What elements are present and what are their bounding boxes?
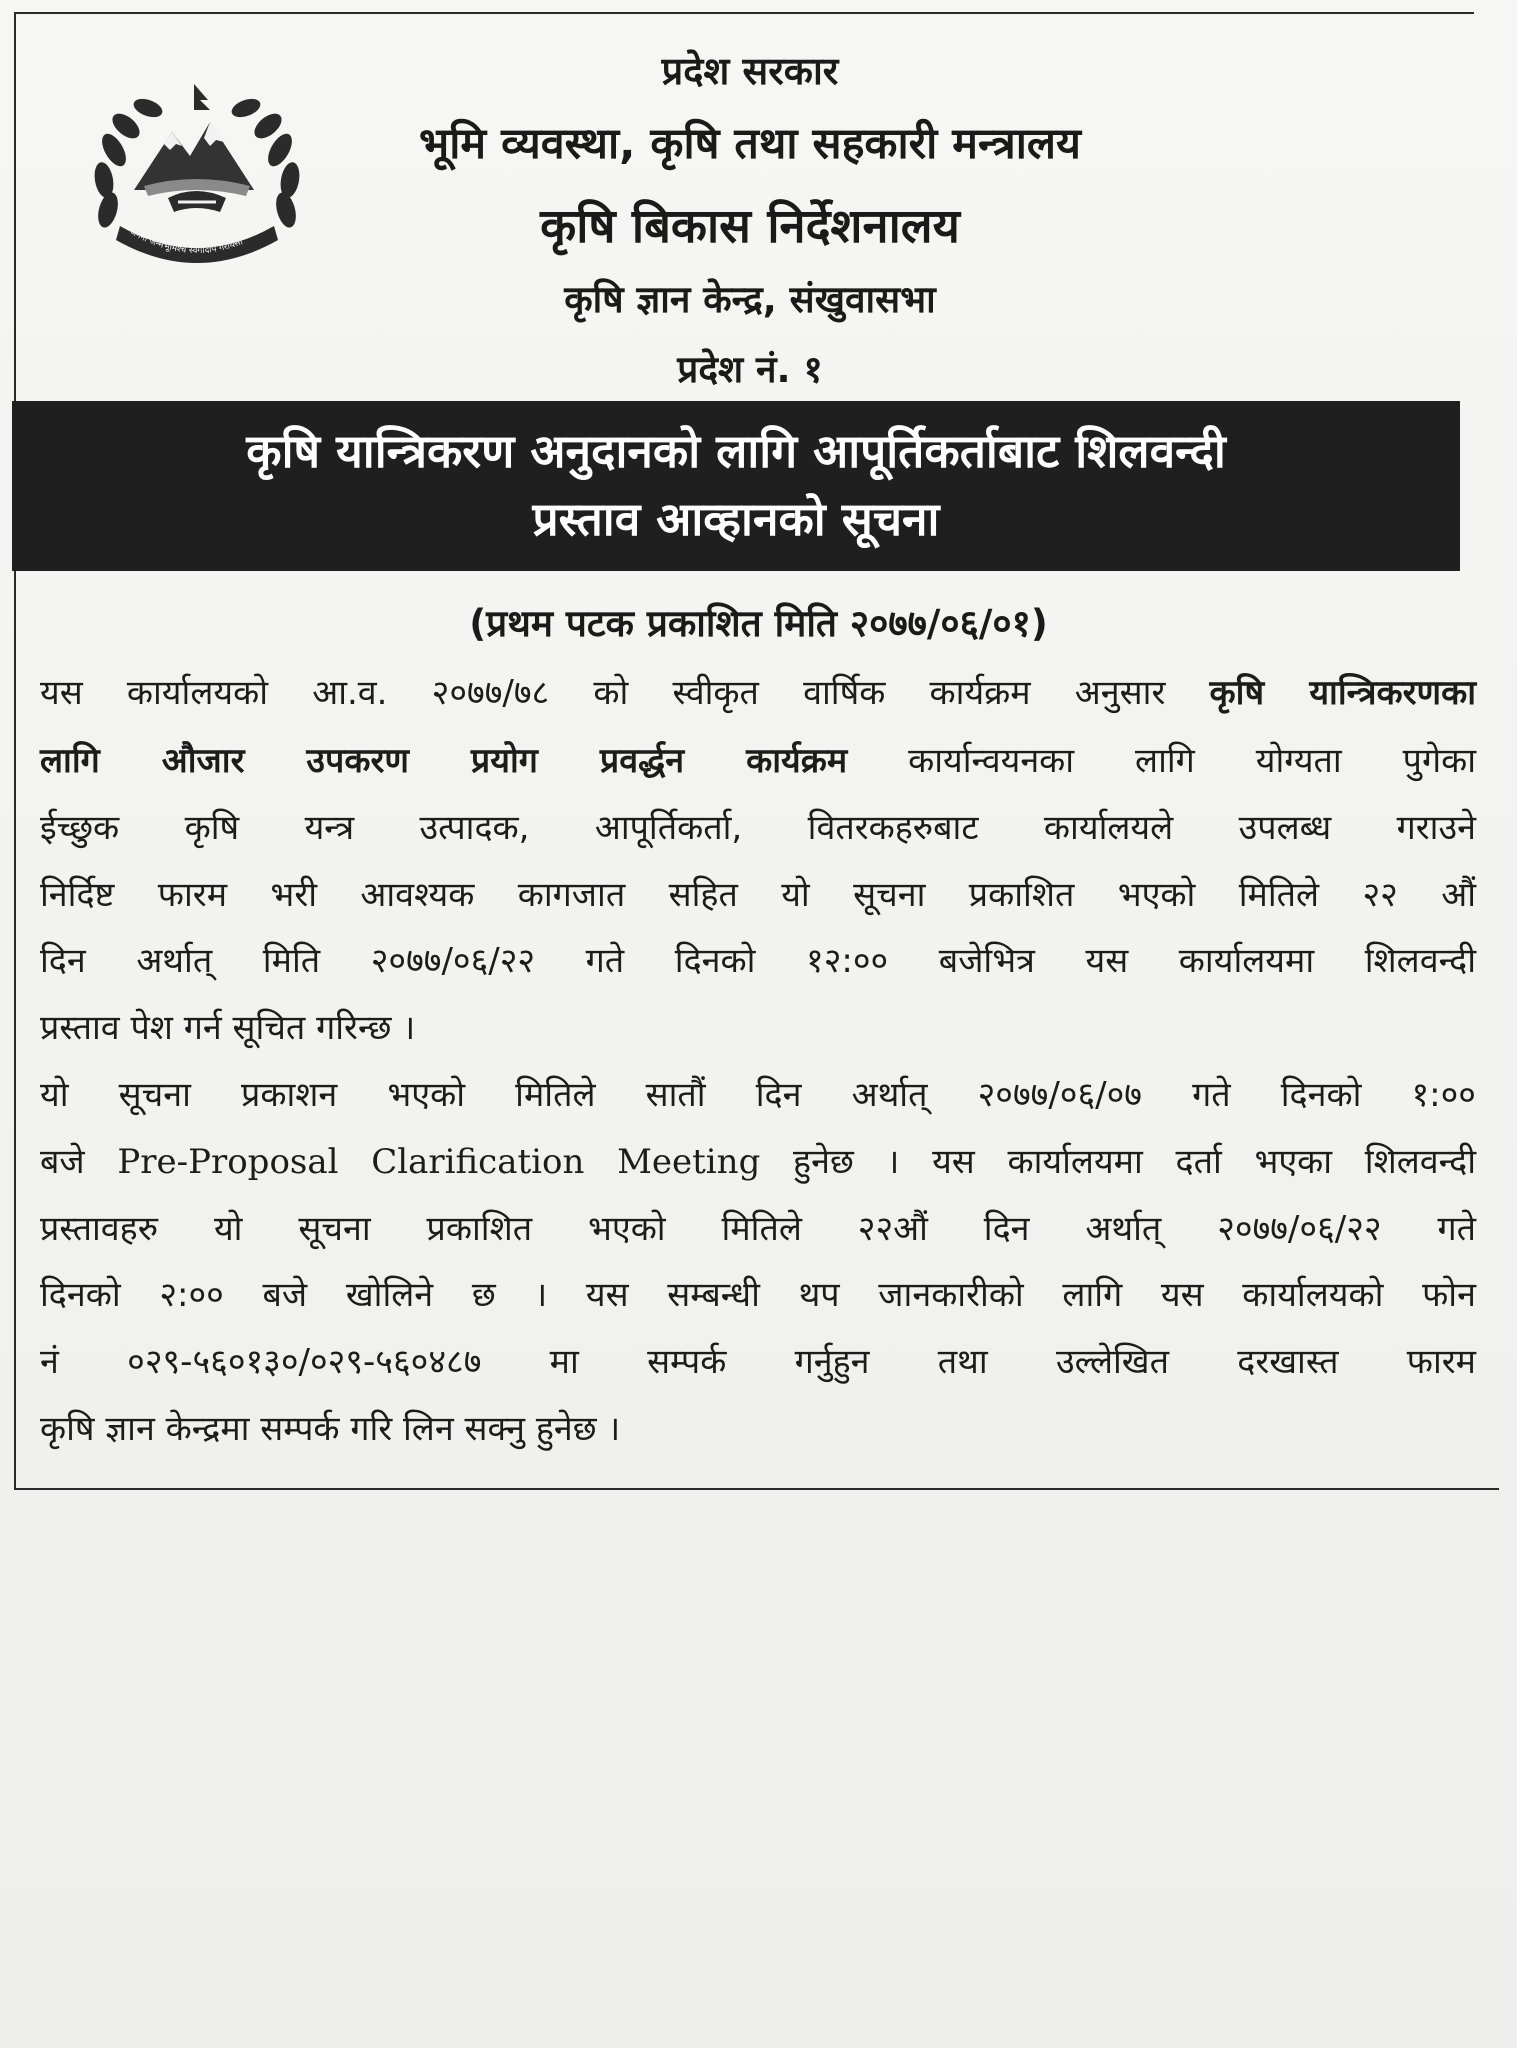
body-line-5: दिन अर्थात् मिति २०७७/०६/२२ गते दिनको १२:०० बजेभित्र यस कार्यालयमा शिलवन्दी — [40, 941, 1476, 981]
body-line-10: दिनको २:०० बजे खोलिने छ । यस सम्बन्धी थप जानकारीको लागि यस कार्यालयको फोन — [40, 1275, 1476, 1315]
nepal-emblem-icon — [86, 80, 308, 276]
body-line-4: निर्दिष्ट फारम भरी आवश्यक कागजात सहित यो सूचना प्रकाशित भएको मितिले २२ औं — [40, 875, 1476, 915]
notice-title-banner — [12, 401, 1460, 571]
body-line-2 — [40, 736, 1476, 782]
body-line-3: ईच्छुक कृषि यन्त्र उत्पादक, आपूर्तिकर्ता, वितरकहरुबाट कार्यालयले उपलब्ध गराउने — [40, 808, 1476, 848]
body-line-1 — [40, 668, 1476, 714]
page-bottom-rule — [14, 1488, 1499, 1490]
header-ministry: भूमि व्यवस्था, कृषि तथा सहकारी मन्त्रालय — [419, 119, 1081, 169]
body-line-8-text-a: बजे — [40, 1142, 118, 1182]
header-office: कृषि ज्ञान केन्द्र, संखुवासभा — [564, 278, 936, 321]
body-line-12: कृषि ज्ञान केन्द्रमा सम्पर्क गरि लिन सक्नु हुनेछ । — [40, 1409, 621, 1449]
body-line-11: नं ०२९-५६०१३०/०२९-५६०४८७ मा सम्पर्क गर्नुहुन तथा उल्लेखित दरखास्त फारम — [40, 1342, 1476, 1382]
body-line-8 — [40, 1137, 1476, 1183]
header-province: प्रदेश नं. १ — [677, 348, 823, 391]
header-state-government: प्रदेश सरकार — [661, 49, 839, 93]
program-name-bold-1: कृषि यान्त्रिकरणका — [1209, 673, 1476, 713]
body-line-7: यो सूचना प्रकाशन भएको मितिले सातौं दिन अर्थात् २०७७/०६/०७ गते दिनको १:०० — [40, 1075, 1476, 1115]
svg-text:जननी जन्मभूमिश्च स्वर्गादपि गर: जननी जन्मभूमिश्च स्वर्गादपि गरीयसी — [127, 227, 245, 257]
body-line-6: प्रस्ताव पेश गर्न सूचित गरिन्छ । — [40, 1008, 416, 1048]
banner-title-line-1: कृषि यान्त्रिकरण अनुदानको लागि आपूर्तिकर्ताबाट शिलवन्दी — [246, 424, 1226, 478]
program-name-bold-2: लागि औजार उपकरण प्रयोग प्रवर्द्धन कार्यक्रम — [40, 741, 848, 781]
body-line-1-text: यस कार्यालयको आ.व. २०७७/७८ को स्वीकृत वार्षिक कार्यक्रम अनुसार — [40, 673, 1210, 713]
body-line-8-text-b: हुनेछ । यस कार्यालयमा दर्ता भएका शिलवन्दी — [760, 1142, 1477, 1182]
body-line-2-text: कार्यान्वयनका लागि योग्यता पुगेका — [847, 741, 1477, 781]
banner-title-line-2: प्रस्ताव आव्हानको सूचना — [532, 492, 940, 546]
body-line-9: प्रस्तावहरु यो सूचना प्रकाशित भएको मितिले २२औं दिन अर्थात् २०७७/०६/२२ गते — [40, 1209, 1476, 1249]
publication-date: (प्रथम पटक प्रकाशित मिति २०७७/०६/०१) — [469, 602, 1048, 645]
header-directorate: कृषि बिकास निर्देशनालय — [540, 199, 960, 254]
meeting-name: Pre-Proposal Clarification Meeting — [117, 1142, 761, 1182]
